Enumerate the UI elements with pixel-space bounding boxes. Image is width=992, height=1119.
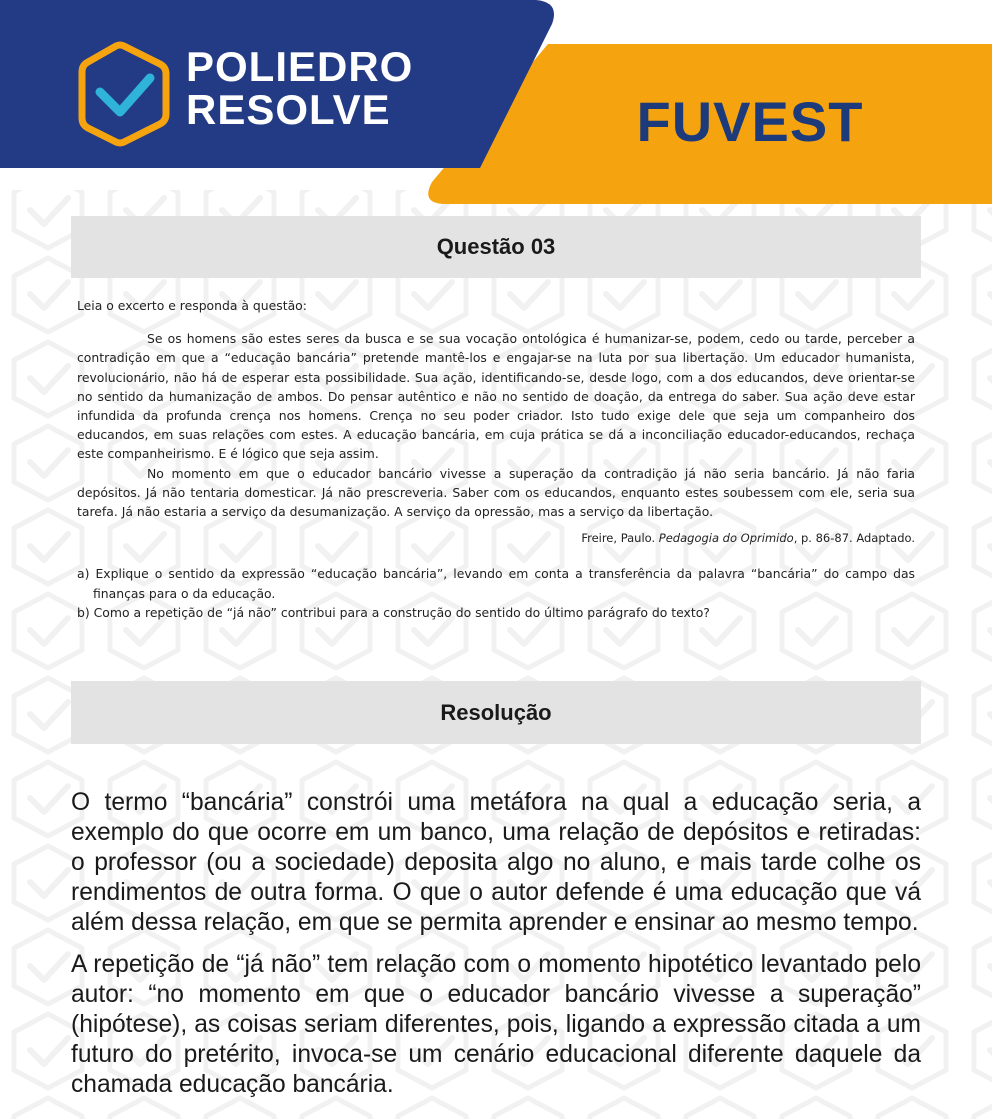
question-item-b: b) Como a repetição de “já não” contribui para a construção do sentido do último parágrafo do texto? — [77, 604, 710, 620]
source-title: Pedagogia do Oprimido — [658, 531, 794, 546]
source-pages: , p. 86-87. Adaptado. — [793, 531, 915, 546]
brand-logo-text — [186, 43, 414, 133]
question-title-bar — [71, 216, 921, 278]
question-title: Questão 03 — [436, 234, 556, 259]
answer-paragraph-1: O termo “bancária” constrói uma metáfora na qual a educação seria, a exemplo do que ocorre em um banco, uma relação de depósitos e retiradas: o professor (ou a sociedade) deposita algo no aluno, e mais tarde colhe os rendimentos de outra forma. O que o autor defende é uma educação que vá além dessa relação, em que se permita aprender e ensinar ao mesmo tempo. — [71, 789, 921, 936]
excerpt-paragraph-1: Se os homens são estes seres da busca e se sua vocação ontológica é humanizar-se, podem, cedo ou tarde, perceber a contradição em que a “educação bancária” pretende mantê-los e engajar-se na luta por sua libertação. Um educador humanista, revolucionário, não há de esperar esta possibilidade. Sua ação, identificando-se, desde logo, com a dos educandos, deve orientar-se no sentido da humanização de ambos. Do pensar autêntico e não no sentido de doação, da entrega do saber. Sua ação deve estar infundida da profunda crença nos homens. Crença no seu poder criador. Isto tudo exige dele que seja um companheiro dos educandos, em suas relações com estes. A educação bancária, em cuja prática se dá a inconciliação educador-educandos, rechaça este companheirismo. E é lógico que seja assim. — [77, 331, 915, 462]
brand-line-1: POLIEDRO — [186, 43, 414, 90]
resolution-title-bar — [71, 681, 921, 744]
resolution-answer — [71, 788, 921, 1112]
excerpt-paragraph-2: No momento em que o educador bancário vivesse a superação da contradição já não seria bancário. Já não faria depósitos. Já não tentaria domesticar. Já não prescreveria. Saber com os educandos, enquanto estes soubessem com ele, seria sua tarefa. Já não estaria a serviço da desumanização. A serviço da opressão, mas a serviço da libertação. — [77, 465, 915, 520]
source-author: Freire, Paulo. — [581, 531, 659, 546]
exam-name: FUVEST — [636, 90, 864, 153]
resolution-title: Resolução — [440, 699, 552, 725]
answer-paragraph-2: A repetição de “já não” tem relação com o momento hipotético levantado pelo autor: “no momento em que o educador bancário vivesse a superação” (hipótese), as coisas seriam diferentes, pois, ligando a expressão citada a um futuro do pretérito, invoca-se um cenário educacional diferente daquele da chamada educação bancária. — [71, 951, 921, 1098]
question-statement — [71, 296, 921, 622]
excerpt-source — [71, 529, 921, 548]
brand-line-2: RESOLVE — [186, 86, 391, 133]
question-intro: Leia o excerto e responda à questão: — [77, 298, 307, 313]
question-items — [71, 564, 921, 622]
question-item-a: a) Explique o sentido da expressão “educação bancária”, levando em conta a transferência da palavra “bancária” do campo das finanças para o da educação. — [77, 566, 915, 601]
